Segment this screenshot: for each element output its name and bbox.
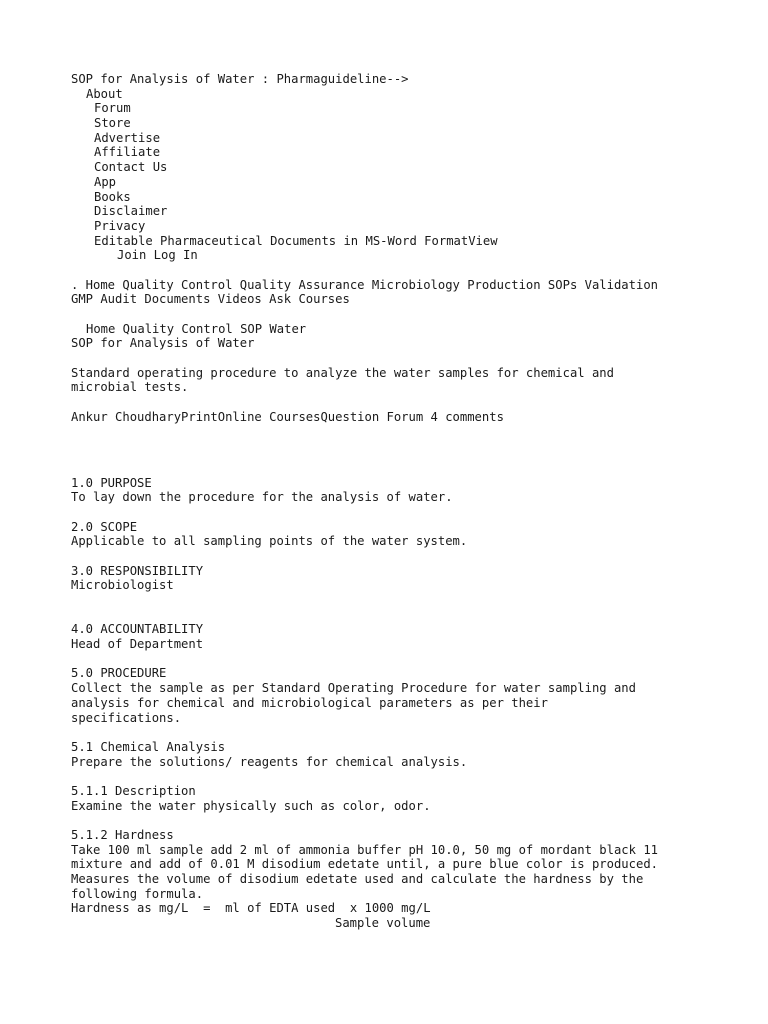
menu-forum[interactable]: Forum xyxy=(94,101,131,116)
spacer xyxy=(71,769,761,784)
spacer xyxy=(71,307,761,322)
scope-title: 2.0 SCOPE xyxy=(71,519,138,534)
menu-editable-documents[interactable]: Editable Pharmaceutical Documents in MS-Word FormatView xyxy=(94,233,498,248)
description-title: 5.1.1 Description xyxy=(71,783,196,798)
menu-advertise[interactable]: Advertise xyxy=(94,130,161,145)
menu-app[interactable]: App xyxy=(94,174,117,189)
spacer xyxy=(71,652,761,667)
menu-privacy[interactable]: Privacy xyxy=(94,218,146,233)
menu-about[interactable]: About xyxy=(86,86,123,101)
accountability-text: Head of Department xyxy=(71,637,204,652)
menu-contact-us[interactable]: Contact Us xyxy=(94,160,168,175)
menu-affiliate[interactable]: Affiliate xyxy=(94,145,161,160)
responsibility-text: Microbiologist xyxy=(71,578,174,593)
scope-text: Applicable to all sampling points of the water system. xyxy=(71,534,468,549)
responsibility-title: 3.0 RESPONSIBILITY xyxy=(71,563,204,578)
menu-store[interactable]: Store xyxy=(94,116,131,131)
spacer xyxy=(71,505,761,520)
article-heading: SOP for Analysis of Water xyxy=(71,336,255,351)
spacer xyxy=(71,351,761,366)
main-nav-line-1[interactable]: . Home Quality Control Quality Assurance Microbiology Production SOPs Validation xyxy=(71,277,658,292)
menu-disclaimer[interactable]: Disclaimer xyxy=(94,204,168,219)
spacer xyxy=(71,549,761,564)
description-text: Examine the water physically such as color, odor. xyxy=(71,798,431,813)
spacer xyxy=(71,725,761,740)
chemical-analysis-text: Prepare the solutions/ reagents for chemical analysis. xyxy=(71,754,468,769)
accountability-title: 4.0 ACCOUNTABILITY xyxy=(71,622,204,637)
join-login-links[interactable]: Join Log In xyxy=(117,248,198,263)
article-meta-bar[interactable]: Ankur ChoudharyPrintOnline CoursesQuestion Forum 4 comments xyxy=(71,409,504,424)
menu-books[interactable]: Books xyxy=(94,189,131,204)
document-page xyxy=(71,72,761,931)
procedure-text-line: analysis for chemical and microbiological parameters as per their xyxy=(71,695,548,710)
purpose-text: To lay down the procedure for the analysis of water. xyxy=(71,490,453,505)
spacer xyxy=(71,263,761,278)
hardness-formula-numerator: Hardness as mg/L = ml of EDTA used x 1000 mg/L xyxy=(71,901,431,916)
breadcrumb[interactable]: Home Quality Control SOP Water xyxy=(86,321,307,336)
hardness-text-line: mixture and add of 0.01 M disodium edetate until, a pure blue color is produced. xyxy=(71,857,658,872)
summary-line-2: microbial tests. xyxy=(71,380,189,395)
hardness-text-line: Measures the volume of disodium edetate used and calculate the hardness by the xyxy=(71,872,644,887)
page-title: SOP for Analysis of Water : Pharmaguideline--> xyxy=(71,72,409,86)
procedure-title: 5.0 PROCEDURE xyxy=(71,666,167,681)
spacer xyxy=(71,813,761,828)
spacer xyxy=(71,425,761,476)
procedure-text-line: specifications. xyxy=(71,710,182,725)
hardness-text-line: following formula. xyxy=(71,886,204,901)
summary-line-1: Standard operating procedure to analyze the water samples for chemical and xyxy=(71,365,614,380)
procedure-text-line: Collect the sample as per Standard Operating Procedure for water sampling and xyxy=(71,681,636,696)
hardness-text-line: Take 100 ml sample add 2 ml of ammonia buffer pH 10.0, 50 mg of mordant black 11 xyxy=(71,842,658,857)
spacer xyxy=(71,395,761,410)
spacer xyxy=(71,593,761,622)
purpose-title: 1.0 PURPOSE xyxy=(71,475,152,490)
main-nav-line-2[interactable]: GMP Audit Documents Videos Ask Courses xyxy=(71,292,350,307)
chemical-analysis-title: 5.1 Chemical Analysis xyxy=(71,739,226,754)
hardness-title: 5.1.2 Hardness xyxy=(71,828,174,843)
hardness-formula-denominator: Sample volume xyxy=(335,916,431,931)
